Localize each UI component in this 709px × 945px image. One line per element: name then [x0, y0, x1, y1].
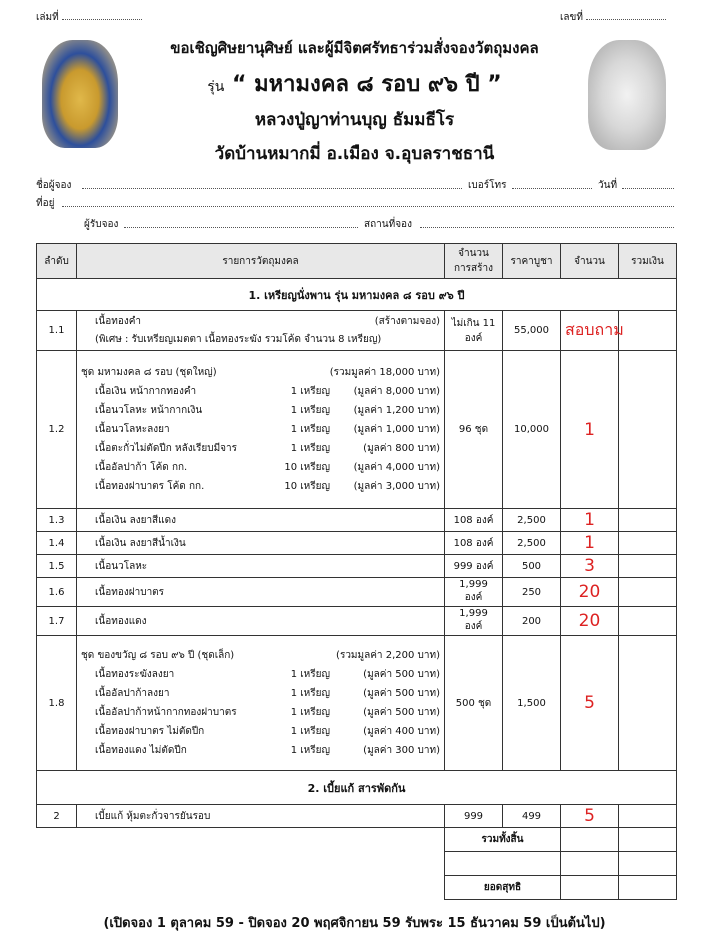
row-amount[interactable]: สอบถาม	[561, 311, 619, 351]
row-made: 108 องค์	[445, 532, 503, 555]
monk-name: หลวงปู่ญาท่านบุญ ธัมมธีโร	[254, 110, 455, 130]
address-label: ที่อยู่	[36, 198, 55, 209]
blank-total[interactable]	[619, 852, 677, 876]
row-no: 1.3	[37, 509, 77, 532]
row-no: 1.7	[37, 607, 77, 636]
set-title: ชุด ของขวัญ ๘ รอบ ๙๖ ปี (ชุดเล็ก)	[81, 650, 235, 661]
row-total[interactable]	[619, 311, 677, 351]
place-field[interactable]	[420, 227, 674, 228]
blank-cell	[445, 852, 561, 876]
edition-prefix: รุ่น	[207, 79, 225, 95]
booking-dates-footer: (เปิดจอง 1 ตุลาคม 59 - ปิดจอง 20 พฤศจิกายน 59 รับพระ 15 ธันวาคม 59 เป็นต้นไป)	[103, 916, 606, 931]
header-qty-made-2: การสร้าง	[453, 263, 493, 274]
row-total[interactable]	[619, 578, 677, 607]
invitation-line: ขอเชิญศิษยานุศิษย์ และผู้มีจิตศรัทธาร่วมสั่งจองวัตถุมงคล	[170, 39, 539, 57]
row-made: 500 ชุด	[445, 636, 503, 771]
section-1-row	[37, 279, 677, 311]
doc-number	[560, 10, 666, 25]
table-row	[37, 532, 677, 555]
row-item: เนื้อทองฝาบาตร	[77, 578, 445, 607]
row-amount[interactable]: 20	[561, 607, 619, 636]
row-amount[interactable]: 5	[561, 636, 619, 771]
blank-row	[37, 852, 677, 876]
list-item: เนื้ออัลปาก้า โค้ด กก. 10 เหรียญ (มูลค่า 4,000 บาท)	[95, 462, 440, 473]
edition-name: “ มหามงคล ๘ รอบ ๙๖ ปี ”	[232, 72, 502, 97]
row-item: เนื้อนวโลหะ	[77, 555, 445, 578]
item-name: เนื้อทองคำ	[95, 316, 142, 327]
name-label: ชื่อผู้จอง	[36, 180, 72, 191]
row-made: 96 ชุด	[445, 351, 503, 509]
order-table	[36, 243, 677, 900]
row-no: 1.6	[37, 578, 77, 607]
list-item: เนื้อทองฝาบาตร ไม่ตัดปีก 1 เหรียญ (มูลค่า 400 บาท)	[95, 726, 440, 737]
set-title: ชุด มหามงคล ๘ รอบ (ชุดใหญ่)	[81, 367, 217, 378]
row-price: 2,500	[503, 532, 561, 555]
phone-field[interactable]	[512, 188, 592, 189]
edition-title	[0, 66, 709, 101]
row-amount[interactable]: 1	[561, 351, 619, 509]
doc-number-field[interactable]	[586, 19, 666, 20]
section-1-title: 1. เหรียญนั่งพาน รุ่น มหามงคล ๘ รอบ ๙๖ ปี	[37, 279, 677, 311]
row-total[interactable]	[619, 509, 677, 532]
row-amount[interactable]: 5	[561, 805, 619, 828]
row-amount[interactable]: 3	[561, 555, 619, 578]
list-item: เนื้อทองฝาบาตร โค้ด กก. 10 เหรียญ (มูลค่า 3,000 บาท)	[95, 481, 440, 492]
sum-amount[interactable]	[561, 828, 619, 852]
row-item: เนื้อทองแดง	[77, 607, 445, 636]
row-made: 108 องค์	[445, 509, 503, 532]
row-total[interactable]	[619, 351, 677, 509]
set-title-value: (รวมมูลค่า 2,200 บาท)	[336, 650, 440, 661]
row-no: 1.2	[37, 351, 77, 509]
header-no: ลำดับ	[37, 244, 77, 279]
row-price: 200	[503, 607, 561, 636]
header-item: รายการวัตถุมงคล	[77, 244, 445, 279]
row-price: 2,500	[503, 509, 561, 532]
header-amount: จำนวน	[561, 244, 619, 279]
book-number-label: เล่มที่	[36, 12, 59, 23]
row-no: 1.8	[37, 636, 77, 771]
list-item: เนื้อเงิน หน้ากากทองคำ 1 เหรียญ (มูลค่า 8,000 บาท)	[95, 386, 440, 397]
row-made: 1,999 องค์	[445, 578, 503, 607]
table-row	[37, 555, 677, 578]
row-amount[interactable]: 1	[561, 532, 619, 555]
sum-row	[37, 828, 677, 852]
sum-label: รวมทั้งสิ้น	[445, 828, 561, 852]
row-total[interactable]	[619, 636, 677, 771]
receiver-label: ผู้รับจอง	[84, 219, 119, 230]
list-item: เนื้อนวโลหะลงยา 1 เหรียญ (มูลค่า 1,000 บาท)	[95, 424, 440, 435]
list-item: เนื้ออัลปาก้าลงยา 1 เหรียญ (มูลค่า 500 บาท)	[95, 688, 440, 699]
row-item	[77, 351, 445, 509]
set-title-value: (รวมมูลค่า 18,000 บาท)	[329, 367, 440, 378]
list-item: เนื้อทองแดง ไม่ตัดปีก 1 เหรียญ (มูลค่า 300 บาท)	[95, 745, 440, 756]
net-label: ยอดสุทธิ	[445, 876, 561, 900]
list-item: เนื้อนวโลหะ หน้ากากเงิน 1 เหรียญ (มูลค่า 1,200 บาท)	[95, 405, 440, 416]
table-row	[37, 607, 677, 636]
section-2-title: 2. เบี้ยแก้ สารพัดกัน	[37, 771, 677, 805]
row-made: 1,999 องค์	[445, 607, 503, 636]
row-item: เนื้อเงิน ลงยาสีน้ำเงิน	[77, 532, 445, 555]
sum-total[interactable]	[619, 828, 677, 852]
blank-amount[interactable]	[561, 852, 619, 876]
row-price: 55,000	[503, 311, 561, 351]
table-header-row	[37, 244, 677, 279]
receiver-field[interactable]	[124, 227, 358, 228]
row-price: 500	[503, 555, 561, 578]
table-row	[37, 509, 677, 532]
row-item: เบี้ยแก้ หุ้มตะกั่วจารยันรอบ	[77, 805, 445, 828]
row-total[interactable]	[619, 607, 677, 636]
net-amount[interactable]	[561, 876, 619, 900]
doc-number-label: เลขที่	[560, 12, 583, 23]
address-field[interactable]	[62, 206, 674, 207]
list-item: เนื้ออัลปาก้าหน้ากากทองฝาบาตร 1 เหรียญ (มูลค่า 500 บาท)	[95, 707, 440, 718]
header-qty-made	[445, 244, 503, 279]
phone-label: เบอร์โทร	[468, 180, 507, 191]
temple-name: วัดบ้านหมากมี่ อ.เมือง จ.อุบลราชธานี	[214, 144, 495, 164]
row-no: 2	[37, 805, 77, 828]
net-row	[37, 876, 677, 900]
row-price: 499	[503, 805, 561, 828]
item-note: (สร้างตามจอง)	[374, 316, 440, 327]
row-total[interactable]	[619, 805, 677, 828]
row-no: 1.4	[37, 532, 77, 555]
row-amount[interactable]: 1	[561, 509, 619, 532]
row-amount[interactable]: 20	[561, 578, 619, 607]
row-price: 1,500	[503, 636, 561, 771]
row-no: 1.1	[37, 311, 77, 351]
book-number	[36, 10, 142, 25]
list-item: เนื้อตะกั่วไม่ตัดปีก หลังเรียบมีจาร 1 เหรียญ (มูลค่า 800 บาท)	[95, 443, 440, 454]
table-row	[37, 578, 677, 607]
table-row	[37, 311, 677, 351]
list-item: เนื้อทองระฆังลงยา 1 เหรียญ (มูลค่า 500 บาท)	[95, 669, 440, 680]
row-total[interactable]	[619, 532, 677, 555]
row-made: 999 องค์	[445, 555, 503, 578]
table-row	[37, 351, 677, 509]
header-price: ราคาบูชา	[503, 244, 561, 279]
row-total[interactable]	[619, 555, 677, 578]
name-field[interactable]	[82, 188, 462, 189]
row-price: 250	[503, 578, 561, 607]
table-row	[37, 636, 677, 771]
date-label: วันที่	[598, 180, 618, 191]
row-item	[77, 311, 445, 351]
net-total[interactable]	[619, 876, 677, 900]
row-item: เนื้อเงิน ลงยาสีแดง	[77, 509, 445, 532]
row-price: 10,000	[503, 351, 561, 509]
row-item	[77, 636, 445, 771]
row-made: ไม่เกิน 11 องค์	[445, 311, 503, 351]
section-2-row	[37, 771, 677, 805]
item-special: (พิเศษ : รับเหรียญเมตตา เนื้อทองระฆัง รวมโค้ด จำนวน 8 เหรียญ)	[95, 334, 382, 345]
table-row	[37, 805, 677, 828]
header-total: รวมเงิน	[619, 244, 677, 279]
date-field[interactable]	[622, 188, 674, 189]
book-number-field[interactable]	[62, 19, 142, 20]
place-label: สถานที่จอง	[364, 219, 412, 230]
header-qty-made-1: จำนวน	[458, 248, 489, 259]
row-no: 1.5	[37, 555, 77, 578]
row-made: 999	[445, 805, 503, 828]
